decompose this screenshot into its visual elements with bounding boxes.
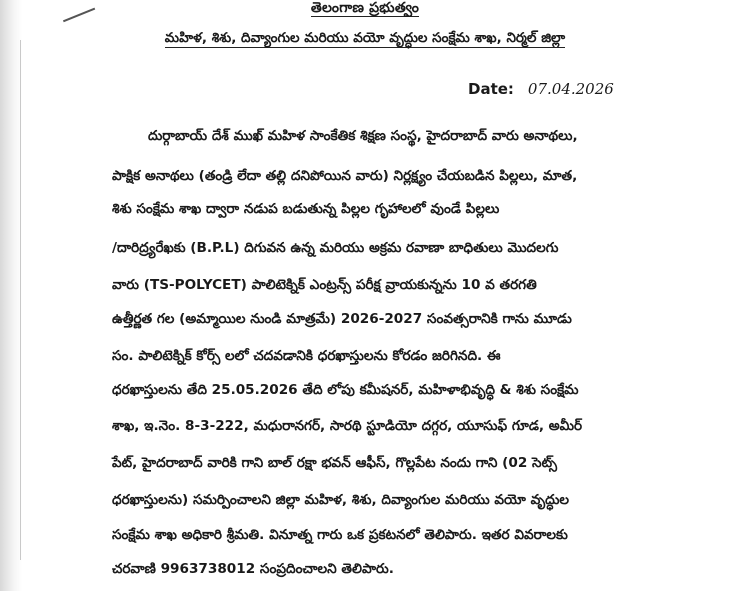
date-value: 07.04.2026 [527,80,614,98]
body-line-10: పేట్, హైదరాబాద్ వారికి గాని బాల్ రక్షా భవన్ ఆఫీస్, గొల్లపేట నందు గాని (02 సెట్స్ [112,455,557,471]
department-heading [0,30,730,49]
body-line-2: పాక్షిక అనాథలు (తండ్రి లేదా తల్లి దనిపోయిన వారు) నిర్లక్ష్యం చేయబడిన పిల్లలు, మాత, [112,168,578,184]
body-line-13: చరవాణి 9963738012 సంప్రదించాలని తెలిపారు. [112,561,394,577]
date-line [468,80,614,98]
body-line-1: దుర్గాబాయ్ దేశ్ ముఖ్ మహిళ సాంకేతిక శిక్షణ సంస్థ, హైదరాబాద్ వారు అనాథలు, [148,128,578,144]
body-line-12: సంక్షేమ శాఖ అధికారి శ్రీమతి. వినూత్న గారు ఒక ప్రకటనలో తెలిపారు. ఇతర వివరాలకు [112,527,568,543]
page-edge-line [20,40,21,560]
body-line-7: సం. పాలిటెక్నిక్ కోర్స్ లలో చదవడానికి ధరఖాస్తులను కోరడం జరిగినది. ఈ [112,348,501,364]
body-line-9: శాఖ, ఇ.నెం. 8-3-222, మధురానగర్, సారథి స్టూడియో దగ్గర, యూసుఫ్ గూడ, అమీర్ [112,418,583,434]
body-line-11: ధరఖాస్తులను) సమర్పించాలని జిల్లా మహిళ, శిశు, దివ్యాంగుల మరియు వయో వృద్ధుల [112,492,570,508]
body-line-4: /దారిద్ర్యరేఖకు (B.P.L) దిగువన ఉన్న మరియు అక్రమ రవాణా బాధితులు మొదలగు [112,240,559,256]
department-title: మహిళ, శిశు, దివ్యాంగుల మరియు వయో వృద్ధుల సంక్షేమ శాఖ, నిర్మల్ జిల్లా [164,30,566,46]
body-line-8: ధరఖాస్తులను తేది 25.05.2026 తేది లోపు కమీషనర్, మహిళాభివృద్ధి & శిశు సంక్షేమ [112,382,579,398]
body-line-6: ఉత్తీర్ణత గల (అమ్మాయిల నుండి మాత్రమే) 2026-2027 సంవత్సరానికి గాను మూడు [112,311,572,327]
body-line-5: వారు (TS-POLYCET) పాలిటెక్నిక్ ఎంట్రన్స్ పరీక్ష వ్రాయకున్నను 10 వ తరగతి [112,277,537,293]
page-edge-shadow [0,0,22,591]
body-line-3: శిశు సంక్షేమ శాఖ ద్వారా నడుప బడుతున్న పిల్లల గృహాలలో వుండే పిల్లలు [112,201,500,217]
government-title: తెలంగాణ ప్రభుత్వం [310,0,420,16]
date-label: Date: [468,80,514,98]
government-heading [0,0,730,19]
